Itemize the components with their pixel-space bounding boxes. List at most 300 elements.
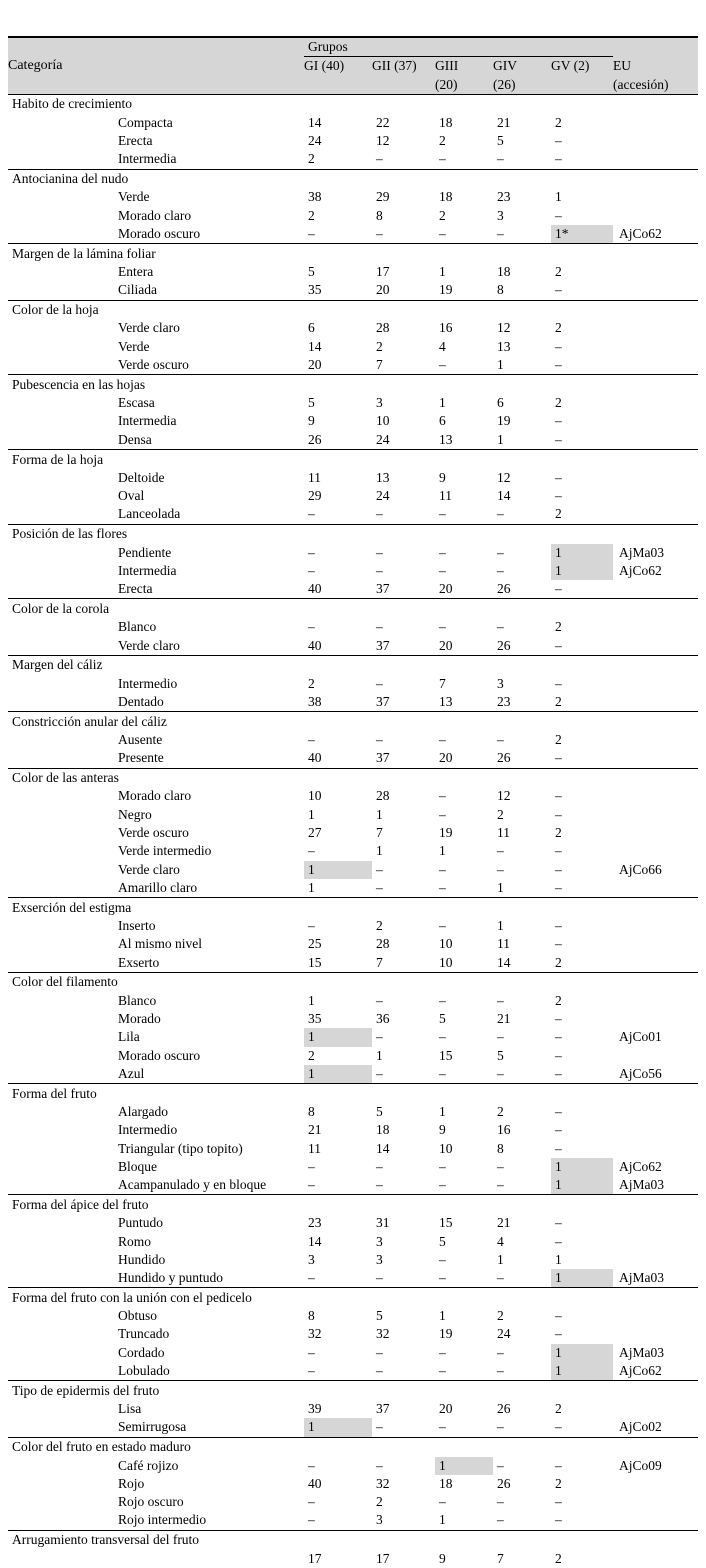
row-value: 21 — [497, 1215, 511, 1231]
row-accession — [613, 731, 698, 749]
section-title: Exserción del estigma — [8, 898, 698, 917]
row-value: – — [439, 992, 446, 1008]
row-value: 13 — [439, 693, 453, 709]
section-header-row — [8, 1288, 698, 1307]
row-label: Erecta — [118, 132, 153, 148]
row-value: – — [555, 1419, 562, 1435]
row-value: 31 — [376, 1215, 390, 1231]
row-value: 1 — [439, 1512, 446, 1528]
section-header-row — [8, 768, 698, 787]
table-row — [8, 1457, 698, 1475]
row-value: 2 — [555, 395, 562, 411]
row-value: 1 — [308, 879, 315, 895]
table-row — [8, 394, 698, 412]
row-value: 37 — [376, 693, 390, 709]
row-value: 35 — [308, 282, 322, 298]
row-value: – — [376, 879, 383, 895]
row-value: 2 — [555, 264, 562, 280]
row-value: 23 — [497, 189, 511, 205]
row-value: 2 — [555, 1475, 562, 1491]
header-blank-cell-right — [613, 37, 698, 57]
table-row — [8, 992, 698, 1010]
row-value: – — [555, 1326, 562, 1342]
row-value: – — [439, 1177, 446, 1193]
row-value: 14 — [308, 1233, 322, 1249]
row-label: Intermedia — [118, 151, 177, 167]
row-accession — [613, 580, 698, 599]
row-value: 11 — [308, 1140, 321, 1156]
row-value: 2 — [555, 824, 562, 840]
table-row — [8, 1121, 698, 1139]
row-value: 38 — [308, 189, 322, 205]
row-accession — [613, 1103, 698, 1121]
row-accession: AjMa03 — [619, 1270, 664, 1286]
table-row — [8, 505, 698, 524]
row-accession — [613, 935, 698, 953]
table-row — [8, 806, 698, 824]
row-value: – — [555, 431, 562, 447]
row-accession — [613, 207, 698, 225]
row-value: 17 — [376, 264, 390, 280]
row-value: – — [439, 225, 446, 241]
row-value: 5 — [439, 1233, 446, 1249]
row-value: 1 — [551, 1158, 613, 1176]
row-accession — [613, 1214, 698, 1232]
header-col-giii-l2: (20) — [435, 76, 493, 95]
row-value: 1 — [304, 1065, 372, 1084]
section-title: Margen del cáliz — [8, 655, 698, 674]
table-row — [8, 1047, 698, 1065]
row-accession: AjCo56 — [619, 1065, 662, 1081]
row-value: 20 — [439, 581, 453, 597]
row-value: – — [555, 1103, 562, 1119]
grupos-band — [304, 37, 613, 57]
row-value: 1 — [555, 1251, 562, 1267]
row-accession — [613, 1010, 698, 1028]
header-blank-cell — [8, 37, 304, 57]
row-value: – — [497, 861, 504, 877]
row-value: 16 — [497, 1122, 511, 1138]
table-row — [8, 1344, 698, 1362]
row-value: – — [376, 1158, 383, 1174]
row-value: 8 — [308, 1308, 315, 1324]
row-value: – — [439, 1494, 446, 1510]
row-value: – — [376, 1344, 383, 1360]
row-accession — [613, 1325, 698, 1343]
section-title: Color del fruto en estado maduro — [8, 1437, 698, 1456]
row-value: – — [376, 1065, 383, 1081]
row-value: 1 — [304, 1028, 372, 1046]
row-value: 1 — [551, 1269, 613, 1288]
row-value: 32 — [376, 1326, 390, 1342]
section-title: Color de las anteras — [8, 768, 698, 787]
row-value: 26 — [497, 750, 511, 766]
row-value: – — [555, 469, 562, 485]
row-label: Blanco — [118, 992, 157, 1008]
row-accession — [613, 1493, 698, 1511]
row-value: – — [308, 1177, 315, 1193]
row-value: 1 — [551, 1362, 613, 1381]
row-value: 2 — [376, 1494, 383, 1510]
row-label: Verde intermedio — [118, 843, 212, 859]
document-page — [0, 36, 706, 1568]
row-value: 1 — [439, 264, 446, 280]
table-row — [8, 954, 698, 973]
row-value: – — [439, 1065, 446, 1081]
row-value: 1 — [497, 1251, 504, 1267]
section-header-row — [8, 300, 698, 319]
row-label: Verde claro — [118, 861, 180, 877]
row-value: 13 — [376, 469, 390, 485]
row-value: 2 — [555, 693, 562, 709]
row-accession: AjCo62 — [619, 225, 662, 241]
row-value: – — [555, 581, 562, 597]
row-label: Verde oscuro — [118, 824, 189, 840]
table-row — [8, 1400, 698, 1418]
row-value: – — [555, 1122, 562, 1138]
row-value: 12 — [497, 788, 511, 804]
row-accession — [613, 356, 698, 375]
row-value: 2 — [555, 114, 562, 130]
row-accession — [613, 132, 698, 150]
row-value: 13 — [497, 338, 511, 354]
row-label: Presente — [118, 750, 164, 766]
row-value: 11 — [497, 824, 510, 840]
row-label — [8, 1550, 304, 1568]
table-row — [8, 580, 698, 599]
row-value: – — [555, 1233, 562, 1249]
table-row — [8, 1550, 698, 1568]
row-accession — [613, 637, 698, 656]
row-value: 10 — [376, 413, 390, 429]
table-row — [8, 487, 698, 505]
grupos-label: Grupos — [304, 38, 613, 57]
row-value: – — [376, 861, 383, 877]
row-value: 9 — [439, 469, 446, 485]
row-value: – — [376, 225, 383, 241]
row-value: 2 — [497, 806, 504, 822]
row-label: Lisa — [118, 1401, 142, 1417]
row-value: 7 — [376, 824, 383, 840]
row-value: – — [497, 1457, 504, 1473]
row-value: – — [376, 562, 383, 578]
table-row — [8, 675, 698, 693]
header-col-gv-l2 — [551, 76, 613, 95]
row-value: 7 — [376, 954, 383, 970]
row-label: Semirrugosa — [118, 1419, 187, 1435]
row-value: 32 — [308, 1326, 322, 1342]
table-row — [8, 150, 698, 169]
table-row — [8, 917, 698, 935]
row-value: 40 — [308, 581, 322, 597]
row-value: 7 — [497, 1550, 504, 1566]
row-value: 29 — [376, 189, 390, 205]
section-title: Color de la corola — [8, 599, 698, 618]
row-accession — [613, 675, 698, 693]
row-accession — [613, 824, 698, 842]
row-value: – — [308, 731, 315, 747]
section-title: Forma del ápice del fruto — [8, 1195, 698, 1214]
table-row — [8, 861, 698, 879]
row-value: 1 — [439, 1308, 446, 1324]
row-value: – — [555, 1029, 562, 1045]
row-value: – — [376, 1457, 383, 1473]
row-accession — [613, 1140, 698, 1158]
row-value: – — [439, 544, 446, 560]
row-value: – — [308, 1158, 315, 1174]
table-row — [8, 1158, 698, 1176]
row-accession: AjCo02 — [619, 1419, 662, 1435]
row-value: 2 — [308, 207, 315, 223]
row-value: 18 — [439, 114, 453, 130]
row-value: – — [439, 1419, 446, 1435]
row-label: Intermedio — [118, 1122, 178, 1138]
row-accession: AjCo01 — [619, 1029, 662, 1045]
row-accession — [613, 806, 698, 824]
table-row — [8, 618, 698, 636]
row-value: 23 — [308, 1215, 322, 1231]
row-value: – — [376, 1270, 383, 1286]
row-label: Rojo intermedio — [118, 1512, 207, 1528]
row-value: 3 — [376, 1512, 383, 1528]
row-value: – — [308, 544, 315, 560]
row-value: 22 — [376, 114, 390, 130]
row-accession: AjCo66 — [619, 861, 662, 877]
row-value: 2 — [308, 675, 315, 691]
row-value: – — [555, 282, 562, 298]
row-accession — [613, 1475, 698, 1493]
section-header-row — [8, 244, 698, 263]
header-col-giv-l2: (26) — [493, 76, 551, 95]
row-value: 12 — [497, 469, 511, 485]
row-label: Verde — [118, 338, 150, 354]
row-label: Lila — [118, 1029, 140, 1045]
row-label: Densa — [118, 431, 152, 447]
row-value: – — [555, 1512, 562, 1528]
table-row — [8, 431, 698, 450]
row-value: 3 — [376, 395, 383, 411]
section-header-row — [8, 169, 698, 188]
row-value: 20 — [439, 637, 453, 653]
row-value: 1 — [308, 806, 315, 822]
row-value: 8 — [497, 282, 504, 298]
row-accession: AjCo62 — [619, 1363, 662, 1379]
row-label: Morado oscuro — [118, 225, 201, 241]
table-row — [8, 469, 698, 487]
row-value: 7 — [376, 357, 383, 373]
row-value: 24 — [308, 132, 322, 148]
header-categoria: Categoría — [8, 57, 304, 94]
row-label: Ciliada — [118, 282, 157, 298]
row-accession — [613, 1400, 698, 1418]
characterization-table — [8, 36, 698, 1568]
row-label: Obtuso — [118, 1308, 158, 1324]
row-value: 17 — [376, 1550, 390, 1566]
row-value: 1 — [376, 843, 383, 859]
table-row — [8, 1010, 698, 1028]
row-value: 2 — [555, 731, 562, 747]
row-value: – — [439, 1363, 446, 1379]
row-value: 2 — [308, 151, 315, 167]
row-value: 1 — [551, 1344, 613, 1362]
row-value: 5 — [376, 1308, 383, 1324]
table-row — [8, 1103, 698, 1121]
row-value: 4 — [497, 1233, 504, 1249]
row-value: – — [376, 731, 383, 747]
table-row — [8, 263, 698, 281]
row-value: 15 — [439, 1215, 453, 1231]
row-value: 1 — [551, 1176, 613, 1195]
row-label: Alargado — [118, 1103, 168, 1119]
row-label: Rojo oscuro — [118, 1494, 184, 1510]
section-header-row — [8, 94, 698, 113]
row-value: – — [439, 879, 446, 895]
row-value: 15 — [308, 954, 322, 970]
row-value: 1* — [551, 225, 613, 244]
row-label: Amarillo claro — [118, 879, 198, 895]
section-header-row — [8, 524, 698, 543]
header-col-giii: GIII — [435, 57, 493, 75]
row-value: 1 — [304, 1418, 372, 1437]
row-value: 11 — [497, 936, 510, 952]
row-value: – — [308, 1457, 315, 1473]
header-col-eu-l2: (accesión) — [613, 76, 698, 95]
row-value: 14 — [497, 954, 511, 970]
row-value: 1 — [439, 1103, 446, 1119]
row-label: Intermedia — [118, 413, 177, 429]
row-value: 1 — [551, 562, 613, 580]
row-value: – — [308, 1363, 315, 1379]
row-value: 1 — [435, 1457, 493, 1475]
row-value: 5 — [439, 1010, 446, 1026]
row-accession — [613, 1233, 698, 1251]
row-accession: AjCo62 — [619, 562, 662, 578]
row-value: 13 — [439, 431, 453, 447]
row-value: 40 — [308, 750, 322, 766]
row-label: Verde — [118, 189, 150, 205]
row-label: Verde oscuro — [118, 357, 189, 373]
row-accession: AjMa03 — [619, 544, 664, 560]
row-value: 19 — [439, 824, 453, 840]
row-accession — [613, 487, 698, 505]
row-accession — [613, 114, 698, 132]
row-label: Entera — [118, 264, 154, 280]
row-value: – — [555, 1010, 562, 1026]
row-accession — [613, 1550, 698, 1568]
table-row — [8, 544, 698, 562]
row-value: 11 — [439, 488, 452, 504]
row-accession — [613, 281, 698, 300]
section-title: Antocianina del nudo — [8, 169, 698, 188]
row-value: 2 — [376, 338, 383, 354]
row-value: 37 — [376, 750, 390, 766]
row-value: 12 — [376, 132, 390, 148]
table-row — [8, 1511, 698, 1530]
row-value: 1 — [439, 395, 446, 411]
row-accession: AjMa03 — [619, 1344, 664, 1360]
table-row — [8, 935, 698, 953]
row-value: 1 — [376, 806, 383, 822]
row-label: Inserto — [118, 917, 156, 933]
row-value: – — [497, 843, 504, 859]
row-value: – — [497, 1344, 504, 1360]
row-value: 1 — [551, 544, 613, 562]
row-value: 1 — [497, 917, 504, 933]
row-value: – — [439, 806, 446, 822]
table-row — [8, 319, 698, 337]
row-value: 3 — [497, 675, 504, 691]
row-accession — [613, 954, 698, 973]
row-value: – — [376, 1363, 383, 1379]
row-label: Morado claro — [118, 788, 192, 804]
row-label: Blanco — [118, 619, 157, 635]
table-row — [8, 562, 698, 580]
section-title: Habito de crecimiento — [8, 94, 698, 113]
section-header-row — [8, 1381, 698, 1400]
row-value: – — [497, 1029, 504, 1045]
table-row — [8, 207, 698, 225]
row-value: 28 — [376, 320, 390, 336]
row-value: – — [497, 1177, 504, 1193]
row-value: – — [439, 1251, 446, 1267]
table-row — [8, 1362, 698, 1381]
row-value: 35 — [308, 1010, 322, 1026]
row-value: 37 — [376, 637, 390, 653]
row-value: 3 — [497, 207, 504, 223]
table-row — [8, 842, 698, 860]
row-value: – — [497, 1270, 504, 1286]
row-accession — [613, 338, 698, 356]
row-label: Compacta — [118, 114, 173, 130]
row-value: 2 — [439, 132, 446, 148]
row-value: – — [555, 936, 562, 952]
table-row — [8, 1233, 698, 1251]
row-value: 11 — [308, 469, 321, 485]
row-value: 26 — [497, 581, 511, 597]
row-label: Deltoide — [118, 469, 165, 485]
table-row — [8, 731, 698, 749]
table-row — [8, 1028, 698, 1046]
row-value: 2 — [555, 1401, 562, 1417]
row-accession — [613, 263, 698, 281]
row-value: – — [555, 132, 562, 148]
row-label: Bloque — [118, 1158, 157, 1174]
row-value: 26 — [497, 1401, 511, 1417]
row-accession: AjCo09 — [619, 1457, 662, 1473]
row-value: 9 — [308, 413, 315, 429]
row-value: – — [439, 861, 446, 877]
row-value: – — [555, 338, 562, 354]
row-accession — [613, 992, 698, 1010]
row-value: 8 — [497, 1140, 504, 1156]
row-label: Intermedio — [118, 675, 178, 691]
row-value: – — [497, 1363, 504, 1379]
table-body — [8, 94, 698, 1567]
header-col-eu: EU — [613, 57, 698, 75]
row-value: – — [555, 750, 562, 766]
row-value: 2 — [555, 992, 562, 1008]
row-value: 10 — [439, 1140, 453, 1156]
row-value: 28 — [376, 936, 390, 952]
row-value: 38 — [308, 693, 322, 709]
row-value: 20 — [308, 357, 322, 373]
row-value: 2 — [497, 1308, 504, 1324]
row-value: 6 — [308, 320, 315, 336]
row-value: 2 — [308, 1047, 315, 1063]
row-value: 10 — [439, 954, 453, 970]
row-accession — [613, 394, 698, 412]
row-value: – — [308, 1512, 315, 1528]
